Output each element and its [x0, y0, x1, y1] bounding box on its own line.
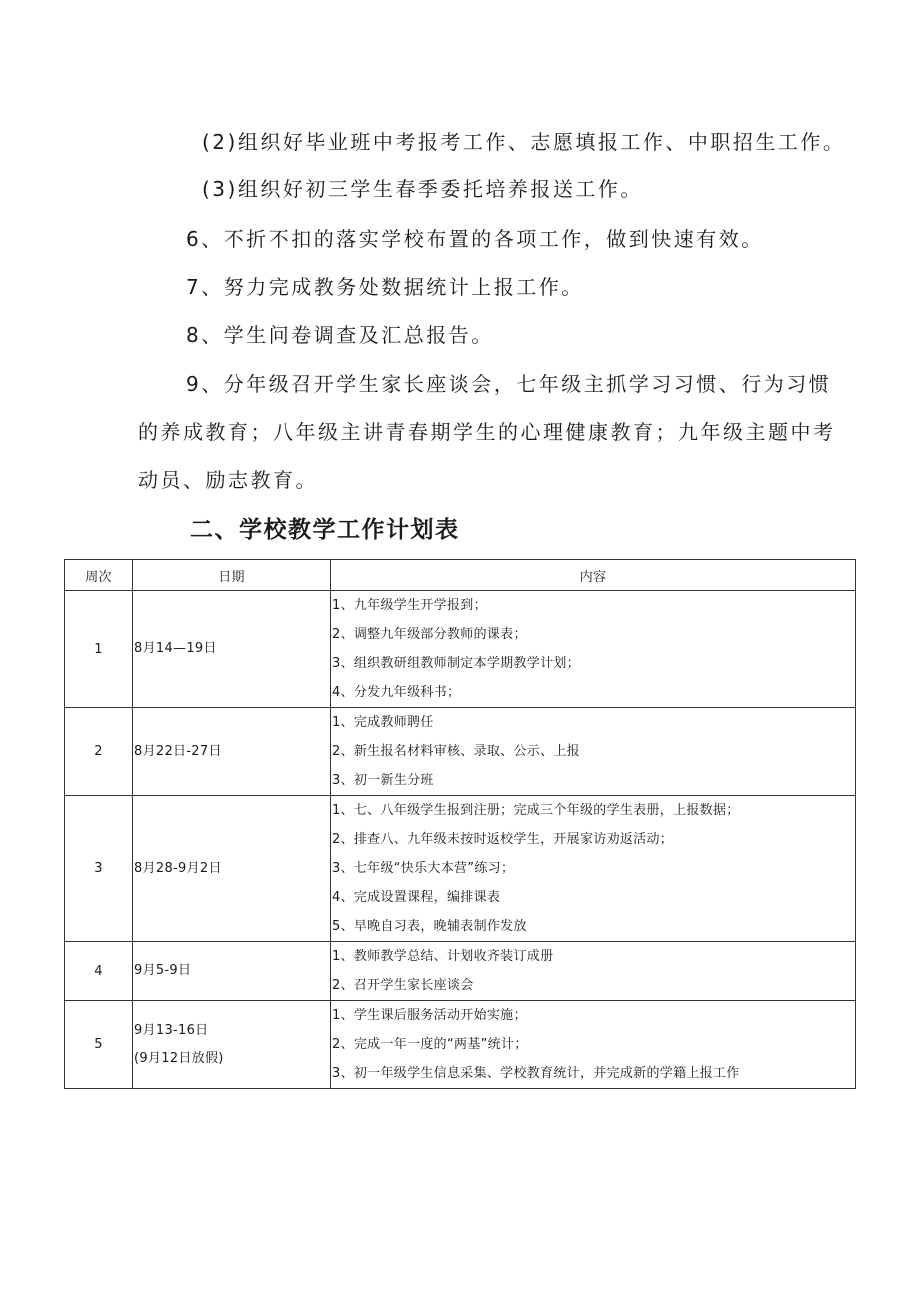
content-item: 5、早晚自习表，晚辅表制作发放 — [332, 919, 527, 934]
content-item: 3、七年级“快乐大本营”练习； — [332, 861, 515, 876]
date-text: 9月5-9日 — [134, 963, 192, 978]
date-cell — [133, 708, 331, 796]
content-item: 1、学生课后服务活动开始实施； — [332, 1008, 527, 1023]
content-item: 4、分发九年级科书； — [332, 685, 461, 700]
table-header-row — [65, 560, 856, 591]
content-item: 1、教师教学总结、计划收齐装订成册 — [332, 949, 554, 964]
date-text: 8月28-9月2日 — [134, 860, 222, 876]
paragraph-item-8: 8、学生问卷调查及汇总报告。 — [186, 323, 494, 347]
date-text: 9月13-16日 — [134, 1022, 209, 1038]
table-row — [65, 591, 856, 708]
content-cell — [331, 591, 856, 708]
header-date: 日期 — [133, 560, 331, 591]
plan-table — [64, 559, 856, 1089]
content-cell — [331, 1001, 856, 1089]
paragraph-item-7: 7、努力完成教务处数据统计上报工作。 — [186, 275, 584, 299]
content-item: 1、完成教师聘任 — [332, 715, 434, 730]
content-item: 2、排查八、九年级未按时返校学生，开展家访劝返活动； — [332, 832, 674, 847]
date-text: 8月22日-27日 — [134, 743, 222, 759]
content-item: 1、七、八年级学生报到注册；完成三个年级的学生表册，上报数据； — [332, 803, 740, 818]
header-week: 周次 — [65, 560, 133, 591]
content-cell — [331, 708, 856, 796]
date-cell — [133, 591, 331, 708]
paragraph-item-6: 6、不折不扣的落实学校布置的各项工作，做到快速有效。 — [186, 227, 764, 251]
table-row — [65, 1001, 856, 1089]
header-content: 内容 — [331, 560, 856, 591]
date-cell — [133, 1001, 331, 1089]
paragraph-item-2: (2)组织好毕业班中考报考工作、志愿填报工作、中职招生工作。 — [202, 130, 846, 154]
content-item: 2、完成一年一度的“两基”统计； — [332, 1037, 528, 1052]
week-cell: 1 — [65, 591, 133, 708]
content-item: 1、九年级学生开学报到； — [332, 598, 487, 613]
table-row — [65, 796, 856, 942]
week-cell: 2 — [65, 708, 133, 796]
table-row — [65, 942, 856, 1001]
paragraph-item-9-line-3: 动员、励志教育。 — [138, 468, 318, 492]
paragraph-item-3: (3)组织好初三学生春季委托培养报送工作。 — [202, 177, 643, 201]
content-cell — [331, 942, 856, 1001]
content-item: 2、召开学生家长座谈会 — [332, 978, 474, 993]
content-item: 2、调整九年级部分教师的课表； — [332, 627, 527, 642]
content-item: 3、初一新生分班 — [332, 773, 434, 788]
content-item: 3、组织教研组教师制定本学期教学计划； — [332, 656, 580, 671]
content-item: 4、完成设置课程，编排课表 — [332, 890, 501, 905]
table-row — [65, 708, 856, 796]
paragraph-item-9-line-2: 的养成教育；八年级主讲青春期学生的心理健康教育；九年级主题中考 — [138, 420, 836, 444]
week-cell: 3 — [65, 796, 133, 942]
date-text: 8月14—19日 — [134, 641, 217, 656]
content-item: 2、新生报名材料审核、录取、公示、上报 — [332, 744, 580, 759]
week-cell: 5 — [65, 1001, 133, 1089]
paragraph-item-9-line-1: 9、分年级召开学生家长座谈会，七年级主抓学习习惯、行为习惯 — [186, 372, 832, 396]
date-note: (9月12日放假) — [134, 1050, 224, 1066]
section-heading: 二、学校教学工作计划表 — [190, 517, 460, 543]
week-cell: 4 — [65, 942, 133, 1001]
content-cell — [331, 796, 856, 942]
content-item: 3、初一年级学生信息采集、学校教育统计，并完成新的学籍上报工作 — [332, 1066, 740, 1081]
date-cell — [133, 942, 331, 1001]
date-cell — [133, 796, 331, 942]
